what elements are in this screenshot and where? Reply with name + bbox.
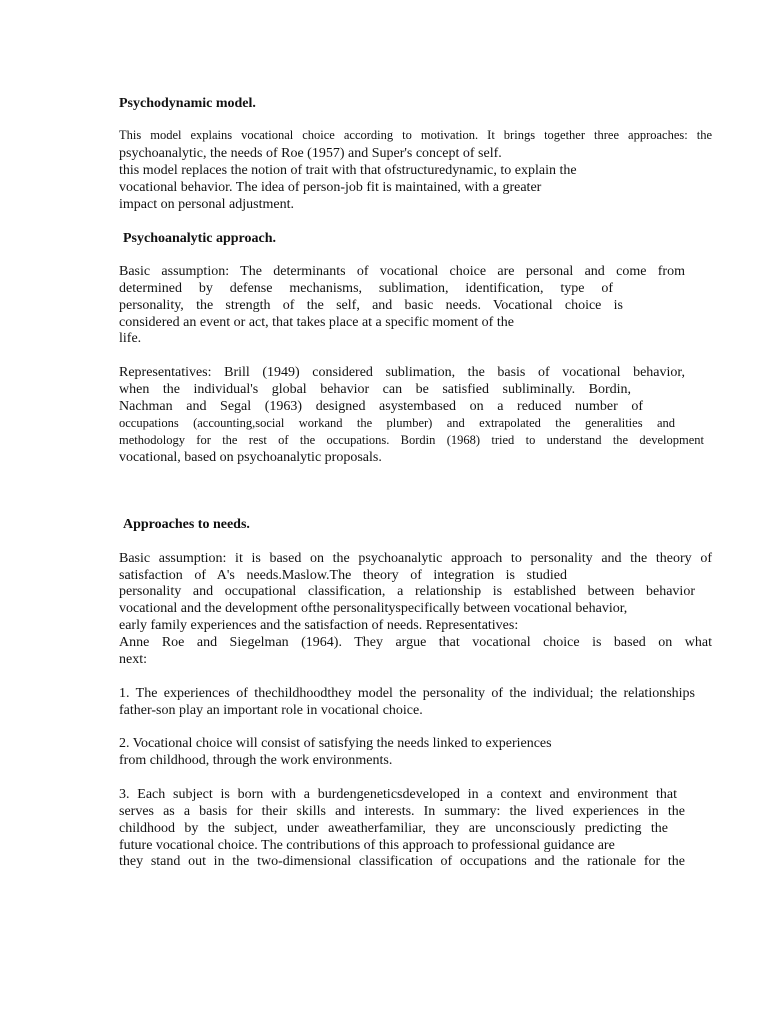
text-line: determined by defense mechanisms, sublimation, identification, type of (119, 281, 613, 296)
text-line: 1. The experiences of thechildhoodthey model the personality of the individual; the relationships (119, 686, 695, 701)
text-line: 3. Each subject is born with a burdengeneticsdeveloped in a context and environment that (119, 787, 677, 802)
text-line: personality, the strength of the self, and basic needs. Vocational choice is (119, 298, 623, 313)
text-line: early family experiences and the satisfaction of needs. Representatives: (119, 618, 519, 633)
text-line: Anne Roe and Siegelman (1964). They argue that vocational choice is based on what (119, 635, 712, 650)
text-line: satisfaction of A's needs.Maslow.The theory of integration is studied (119, 568, 567, 583)
text-line: This model explains vocational choice according to motivation. It brings together three approaches: the (119, 128, 712, 142)
text-line: serves as a basis for their skills and interests. In summary: the lived experiences in the (119, 804, 685, 819)
text-line: this model replaces the notion of trait with that ofstructuredynamic, to explain the (119, 163, 577, 178)
text-line: Nachman and Segal (1963) designed asystembased on a reduced number of (119, 399, 643, 414)
section-heading-psychodynamic: Psychodynamic model. (119, 96, 256, 111)
text-line: childhood by the subject, under aweatherfamiliar, they are unconsciously predicting the (119, 821, 668, 836)
text-line: vocational behavior. The idea of person-job fit is maintained, with a greater (119, 180, 542, 195)
text-line: impact on personal adjustment. (119, 197, 294, 212)
text-line: next: (119, 652, 147, 667)
text-line: father-son play an important role in vocational choice. (119, 703, 423, 718)
text-line: Representatives: Brill (1949) considered sublimation, the basis of vocational behavior, (119, 365, 685, 380)
text-line: vocational and the development ofthe personalityspecifically between vocational behavior, (119, 601, 628, 616)
text-line: life. (119, 331, 142, 346)
text-line: future vocational choice. The contributions of this approach to professional guidance are (119, 838, 615, 853)
text-line: Basic assumption: The determinants of vocational choice are personal and come from (119, 264, 685, 279)
text-line: psychoanalytic, the needs of Roe (1957) and Super's concept of self. (119, 146, 502, 161)
section-heading-psychoanalytic: Psychoanalytic approach. (123, 231, 276, 246)
text-line: personality and occupational classification, a relationship is established between behavior (119, 584, 695, 599)
text-line: they stand out in the two-dimensional classification of occupations and the rationale for the (119, 854, 685, 869)
section-heading-needs: Approaches to needs. (123, 517, 250, 532)
text-line: vocational, based on psychoanalytic proposals. (119, 450, 382, 465)
text-line: considered an event or act, that takes place at a specific moment of the (119, 315, 514, 330)
text-line: methodology for the rest of the occupations. Bordin (1968) tried to understand the development (119, 433, 704, 447)
text-line: 2. Vocational choice will consist of satisfying the needs linked to experiences (119, 736, 552, 751)
text-line: when the individual's global behavior can be satisfied subliminally. Bordin, (119, 382, 631, 397)
text-line: occupations (accounting,social workand the plumber) and extrapolated the generalities and (119, 416, 675, 430)
text-line: from childhood, through the work environments. (119, 753, 393, 768)
text-line: Basic assumption: it is based on the psychoanalytic approach to personality and the theory of (119, 551, 712, 566)
